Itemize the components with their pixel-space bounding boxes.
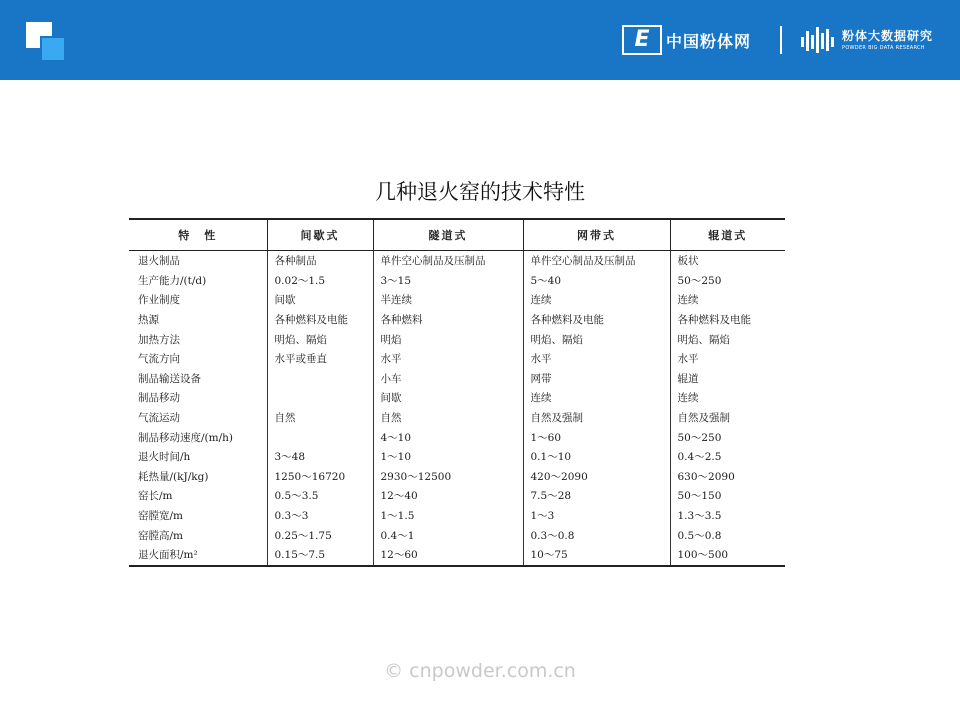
- header-bar: [0, 0, 960, 80]
- row-header-cell: 退火制品: [138, 255, 180, 268]
- table-row: [129, 349, 785, 369]
- table-cell: 1～1.5: [373, 506, 523, 526]
- row-header-cell: 制品输送设备: [138, 372, 201, 385]
- table-cell: 0.15～7.5: [267, 545, 373, 566]
- research-logo[interactable]: [800, 22, 933, 58]
- header-divider: [780, 26, 782, 54]
- table-cell: 各种燃料: [373, 310, 523, 330]
- table-cell: 明焰、隔焰: [670, 329, 785, 349]
- table-cell: [267, 427, 373, 447]
- table-cell: [267, 369, 373, 389]
- row-header-cell: 热源: [138, 314, 159, 327]
- table-cell: 1250～16720: [267, 467, 373, 487]
- table-cell: 网带: [523, 369, 670, 389]
- table-row: [129, 467, 785, 487]
- table-cell: 0.4～2.5: [670, 447, 785, 467]
- table-cell: 7.5～28: [523, 486, 670, 506]
- table-cell: 1.3～3.5: [670, 506, 785, 526]
- data-bars-icon: [800, 25, 836, 55]
- column-header: 特 性: [129, 219, 267, 251]
- row-header-cell: 制品移动: [138, 392, 180, 405]
- row-header-cell: 气流运动: [138, 412, 180, 425]
- table-row: [129, 251, 785, 271]
- table-cell: 3～15: [373, 271, 523, 291]
- table-row: [129, 408, 785, 428]
- table-row: [129, 525, 785, 545]
- row-header-cell: 作业制度: [138, 294, 180, 307]
- table-cell: [267, 388, 373, 408]
- table-row: [129, 427, 785, 447]
- table-row: [129, 506, 785, 526]
- table-cell: 自然及强制: [670, 408, 785, 428]
- table-cell: 小车: [373, 369, 523, 389]
- table-cell: 水平: [523, 349, 670, 369]
- footer-site: cnpowder.com.cn: [409, 660, 576, 682]
- table-cell: 明焰: [373, 329, 523, 349]
- row-header-cell: 退火时间/h: [138, 451, 191, 464]
- spec-table-container: [129, 218, 785, 567]
- table-row: [129, 545, 785, 566]
- table-cell: 1～10: [373, 447, 523, 467]
- table-cell: 100～500: [670, 545, 785, 566]
- table-cell: 各种燃料及电能: [267, 310, 373, 330]
- table-cell: 自然: [267, 408, 373, 428]
- copyright-icon: ©: [384, 660, 404, 682]
- row-header-cell: 生产能力/(t/d): [138, 274, 207, 287]
- table-cell: 0.3～0.8: [523, 525, 670, 545]
- table-cell: 50～150: [670, 486, 785, 506]
- table-cell: 水平或垂直: [267, 349, 373, 369]
- table-cell: 间歇: [267, 290, 373, 310]
- row-header-cell: 气流方向: [138, 353, 180, 366]
- table-cell: 5～40: [523, 271, 670, 291]
- row-header-cell: 制品移动速度/(m/h): [138, 431, 233, 444]
- table-cell: 0.5～3.5: [267, 486, 373, 506]
- table-cell: 各种燃料及电能: [670, 310, 785, 330]
- table-cell: 连续: [670, 388, 785, 408]
- page-title: 几种退火窑的技术特性: [375, 180, 585, 204]
- table-cell: 1～3: [523, 506, 670, 526]
- table-cell: 明焰、隔焰: [523, 329, 670, 349]
- row-header-cell: 窑膛宽/m: [138, 510, 183, 523]
- column-header: 隧道式: [373, 219, 523, 251]
- table-cell: 各种燃料及电能: [523, 310, 670, 330]
- table-cell: 明焰、隔焰: [267, 329, 373, 349]
- table-cell: 辊道: [670, 369, 785, 389]
- table-cell: 0.4～1: [373, 525, 523, 545]
- table-cell: 0.3～3: [267, 506, 373, 526]
- row-header-cell: 耗热量/(kJ/kg): [138, 470, 209, 483]
- table-cell: 420～2090: [523, 467, 670, 487]
- brand-logo[interactable]: [622, 22, 751, 58]
- research-title: 粉体大数据研究: [842, 28, 934, 43]
- table-cell: 12～60: [373, 545, 523, 566]
- row-header-cell: 窑长/m: [138, 490, 173, 503]
- annealing-kiln-spec-table: [129, 218, 785, 567]
- table-cell: 单件空心制品及压制品: [523, 251, 670, 271]
- table-cell: 水平: [670, 349, 785, 369]
- brand-mark-icon: E: [622, 25, 662, 55]
- table-cell: 板状: [670, 251, 785, 271]
- corner-logo-icon: [26, 22, 66, 62]
- table-row: [129, 486, 785, 506]
- table-cell: 间歇: [373, 388, 523, 408]
- table-row: [129, 388, 785, 408]
- row-header-cell: 加热方法: [138, 333, 180, 346]
- table-row: [129, 369, 785, 389]
- column-header: 辊道式: [670, 219, 785, 251]
- table-cell: 连续: [670, 290, 785, 310]
- table-cell: 10～75: [523, 545, 670, 566]
- table-cell: 自然: [373, 408, 523, 428]
- table-cell: 1～60: [523, 427, 670, 447]
- table-row: [129, 329, 785, 349]
- table-cell: 50～250: [670, 427, 785, 447]
- table-cell: 单件空心制品及压制品: [373, 251, 523, 271]
- column-header: 网带式: [523, 219, 670, 251]
- table-cell: 0.5～0.8: [670, 525, 785, 545]
- brand-name: 中国粉体网: [666, 31, 752, 51]
- research-subtitle: POWDER BIG DATA RESEARCH: [842, 44, 925, 51]
- copyright-footer: [0, 660, 960, 682]
- table-cell: 连续: [523, 290, 670, 310]
- table-cell: 各种制品: [267, 251, 373, 271]
- row-header-cell: 退火面积/m²: [129, 545, 267, 566]
- table-cell: 630～2090: [670, 467, 785, 487]
- table-cell: 0.02～1.5: [267, 271, 373, 291]
- table-header-row: [129, 219, 785, 251]
- table-cell: 0.1～10: [523, 447, 670, 467]
- table-cell: 自然及强制: [523, 408, 670, 428]
- table-cell: 2930～12500: [373, 467, 523, 487]
- table-row: [129, 310, 785, 330]
- table-cell: 0.25～1.75: [267, 525, 373, 545]
- table-cell: 半连续: [373, 290, 523, 310]
- column-header: 间歇式: [267, 219, 373, 251]
- table-cell: 50～250: [670, 271, 785, 291]
- row-header-cell: 窑膛高/m: [138, 529, 183, 542]
- table-row: [129, 447, 785, 467]
- table-row: [129, 271, 785, 291]
- table-cell: 连续: [523, 388, 670, 408]
- table-cell: 4～10: [373, 427, 523, 447]
- table-row: [129, 290, 785, 310]
- table-cell: 水平: [373, 349, 523, 369]
- table-cell: 3～48: [267, 447, 373, 467]
- table-cell: 12～40: [373, 486, 523, 506]
